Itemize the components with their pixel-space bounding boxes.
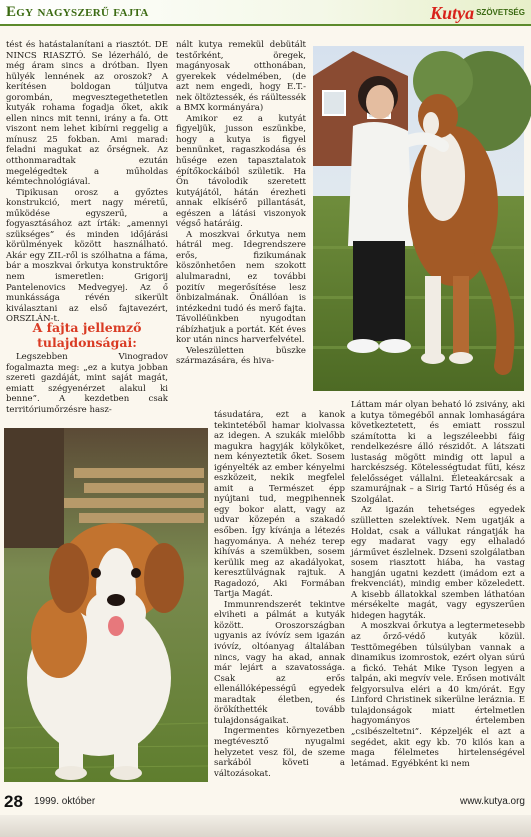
website-url: www.kutya.org (459, 796, 525, 807)
logo-word: Kutya (430, 3, 475, 23)
magazine-logo (430, 3, 525, 23)
paragraph: Veleszületten büszke származására, és hiva- (176, 345, 306, 367)
paragraph: Láttam már olyan beható ló zsivány, aki a kutya tömegéből annak lomhaságára következtetett, és emiatt rosszul számította ki a legszéleebbi fáig rendelkezésre álló részidőt. A látszati lustaság mögött mindig ott lapul a harckészség. Kötelességtudat fűti, kész felelősséget vállalni. Életeakárcsak a szamurájnak – a Sirig Tartó Hűség és a Szolgálat. (351, 400, 525, 505)
paragraph: A moszkvai őrkutya a legtermetesebb az őrző-védő kutyák közül. Testtömegében túlsúlyban vannak a dinamikus izomrostok, ezért olyan súrú a fickó. Tehát Mike Tyson legyen a talpán, aki megvív vele. Erősen motivált felgyorsulva eléri a 40 km/órát. Egy Linford Christinek sikerülne leráznia. E tulajdonságok miatt értelmetlen hagyományos értelemben „csibészeltetni”. Képzeljék el azt a segédet, akit egy kb. 70 kilós kan a maga félelmetes hirtelenségével letámad. Egyébként ki nem (351, 621, 525, 769)
section-title: Egy nagyszerű fajta (6, 4, 149, 20)
page-bottom-edge (0, 815, 531, 837)
page-footer (0, 790, 531, 837)
article-column-1-mid (6, 352, 168, 420)
article-column-2-bottom (214, 410, 345, 786)
paragraph: Ingermentes környezetben megtévesztő nyugalmi helyzetet vesz föl, de szeme sarkából követi a változásokat. (214, 726, 345, 779)
paragraph: A moszkvai őrkutya nem hátrál meg. Idegrendszere erős, fizikumának köszönhetően nem szokott alulmaradni, ez további pozitív megerősítése lesz önbizalmának. Önállóan is intézkedni tudó és merő fajta. Távolléünkben nyugodtan rábízhatjuk a portát. Két éves kor után nincs harverfelvétel. (176, 229, 306, 346)
photo-puppy-image (4, 428, 208, 782)
page-header (0, 0, 531, 26)
article-column-3-bottom (351, 400, 525, 790)
paragraph: tásudatára, ezt a kanok tekintetéből hamar kiolvassa az idegen. A szukák mielőbb magukra hagyják kölyköket, nem kényeztetik őket. Sosem igényelték az ember kényelmi eszközeit, nekik megfelel amit a Természet épp nyújtani tud, megpihennek egy bokor alatt, vagy az udvar közepén a szakadó esőben. Így kívánja a létezés hagyománya. A nehéz terep kihívás a szemükben, sosem kerülik meg az akadályokat, keresztülvágnak rajtuk. A Ragadozó, Aki Formában Tartja Magát. (214, 410, 345, 600)
photo-woman-with-dog (313, 46, 524, 391)
logo-sub: SZÖVETSÉG (476, 8, 525, 17)
issue-date: 1999. október (34, 796, 96, 807)
paragraph: Tipikusan orosz a győztes konstrukció, mert nagy méretű, működése egyszerű, a fogyasztásához azt írták: „amennyi szükséges” és minden időjárási körülmények között használható. Akár egy ZIL-ről is szólhatna a fáma, bár a moszkvai őrkutya konstruktőre nem ismeretlen: Grigorij Pantelenovics Medvegyej. Az ő munkássága révén sikerült kiválasztani az első fajtavezért, ORSZLÁN-t. (6, 187, 168, 325)
paragraph: Immunrendszerét tekintve elviheti a pálmát a kutyák között. Oroszországban ugyanis az ívóvíz sem igazán ivóvíz, oltóanyag általában nincs, vagy ha akad, annak már lejárt a szavatossága. Csak az erős ellenállóképességű egyedek maradtak életben, és örökíthették tovább tulajdonságaikat. (214, 599, 345, 726)
article-column-1-top (6, 40, 168, 325)
section-subheading: A fajta jellemző tulajdonságai: (32, 320, 142, 350)
photo-woman-with-dog-image (313, 46, 524, 391)
page-number: 28 (4, 792, 23, 811)
paragraph: tést és hatástalanítani a riasztót. DE NINCS RIASZTÓ. Se lézerháló, de még áram sincs a drótban. Ilyen hülyék lennének az oroszok? A kerítésen boldogan túljutva gorombán, megvesztegethetetlen kutyák rohama fogadja őket, akik ellen nincs mit tenni, irány a fa. Ott viszont nem lehet kibírni reggelig a mínusz 25 fokban. Ami marad: feladni magukat az őrségnek. Az otthonmaradtak ezután megelégedtek a műholdas kémtechnológiával. (6, 40, 168, 188)
photo-puppy (4, 428, 208, 782)
paragraph: Amikor ez a kutyát figyeljük, jusson eszünkbe, hogy a kutya is figyel bennünket, ragaszkodása és hűsége ezen tapasztalatok építőkockáiból születik. Ha Ön távolodik szeretett kutyájától, hátán érezheti annak elkísérő pillantását, egészen a látási viszonyok végső határáig. (176, 113, 306, 230)
paragraph: nált kutya remekül debütált testőrként, öregek, magányosak otthonában, gyerekek védelmében, (de azt nem engedi, hogy E.T.-nek öltöztessék, és ráültessék a BMX kormányára) (176, 40, 306, 114)
paragraph: Legszebben Vinogradov fogalmazta meg: „ez a kutya jobban szereti gazdáját, mint saját magát, emiatt szégyenérzet alakul ki benne”. A kezdetben csak territóriumőrzésre hasz- (6, 352, 168, 415)
article-column-2-top (176, 40, 306, 410)
paragraph: Az igazán tehetséges egyedek szülletten szelektívek. Nem ugatják a Holdat, csak a vállukat rángatják ha egy madarat vagy egy elhaladó járművet észlelnek. Dzseni szolgálatban sosem riasztott hiába, ha vastag hangján ugatni kezdett (imádom ezt a frekvenciát), mindig ember közeledett. A kisebb állatokkal szemben láthatóan mérsékelte magát, vagy egyszerűen hidegen hagyták. (351, 505, 525, 621)
